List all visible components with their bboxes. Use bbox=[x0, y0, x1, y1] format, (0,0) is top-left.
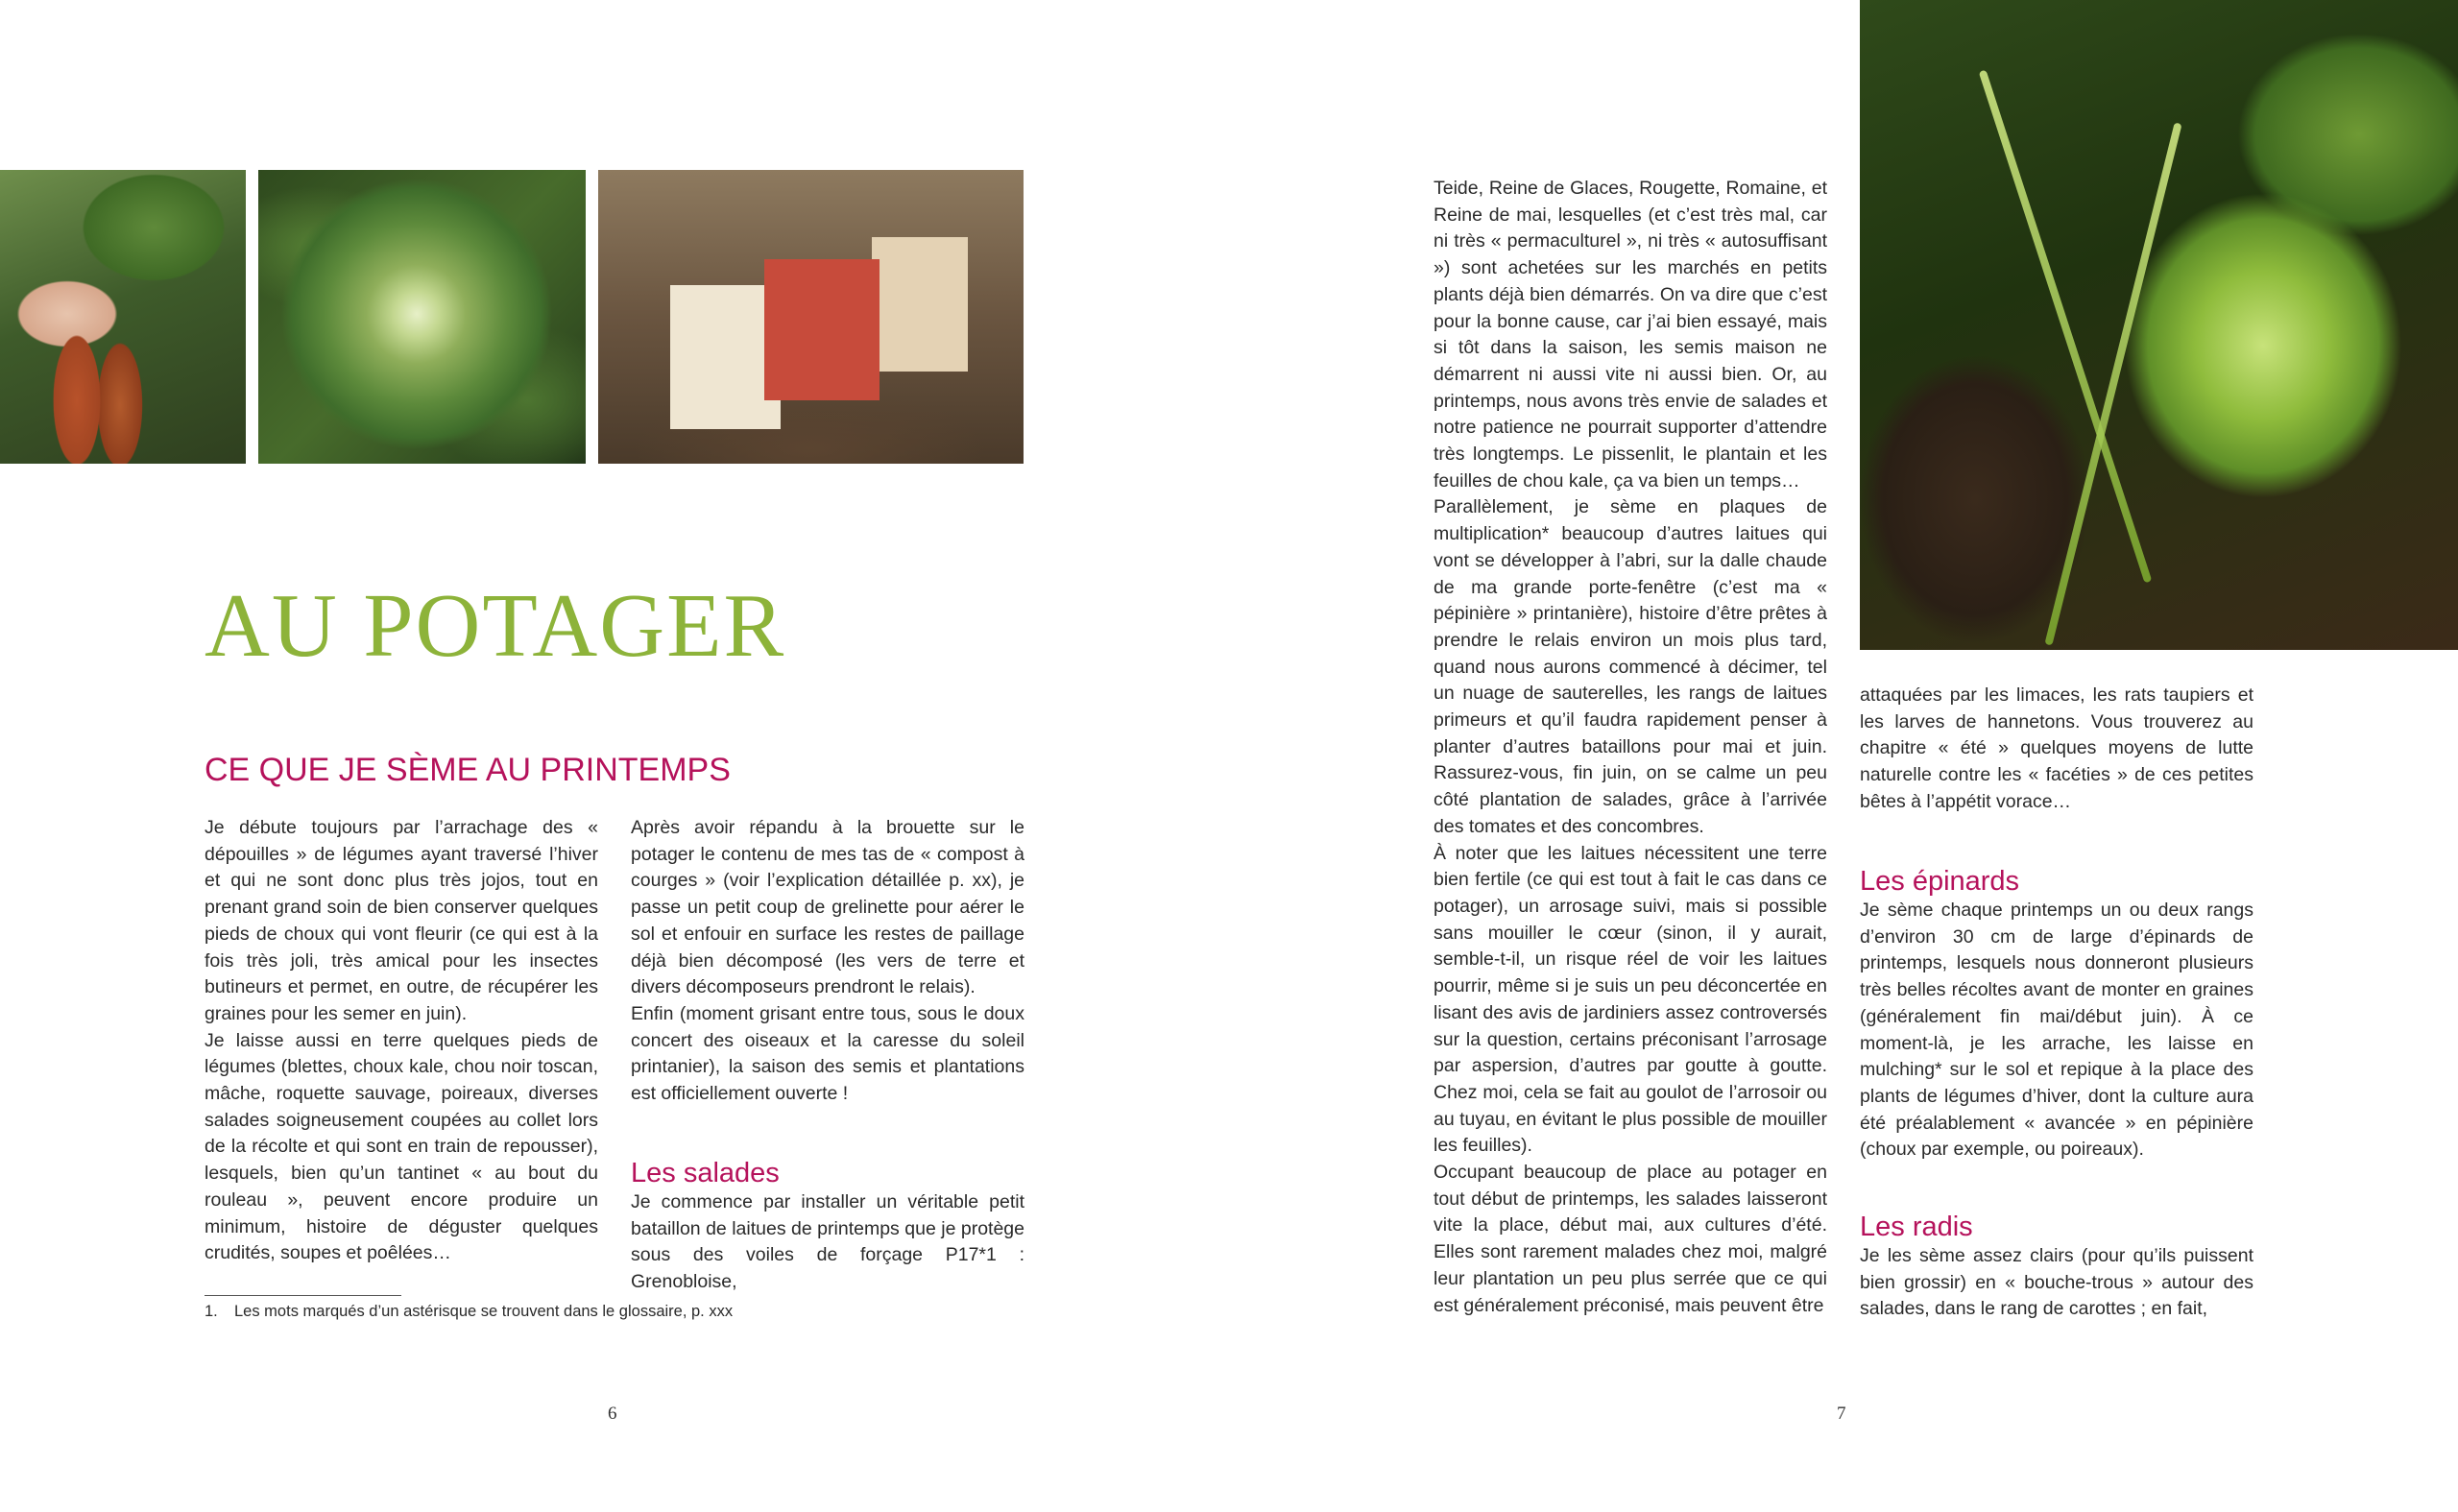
right-column-1 bbox=[1434, 176, 1827, 1319]
footnote-text: Les mots marqués d’un astérisque se trouvent dans le glossaire, p. xxx bbox=[234, 1303, 734, 1320]
left-column-2 bbox=[631, 815, 1024, 1108]
chapter-title: AU POTAGER bbox=[205, 576, 786, 676]
salades-text: Je commence par installer un véritable petit bataillon de laitues de printemps que je protège sous des voiles de forçage P17*1 : Grenobloise, bbox=[631, 1191, 1024, 1293]
paragraph: Occupant beaucoup de place au potager en tout début de printemps, les salades laisseront vite la place, début mai, aux cultures d’été. Elles sont rarement malades chez moi, malgré leur plantation un peu plus serrée que ce qui est généralement préconisé, mais peuvent être bbox=[1434, 1162, 1827, 1316]
right-column-2 bbox=[1860, 683, 2253, 816]
paragraph: Enfin (moment grisant entre tous, sous le doux concert des oiseaux et la caresse du soleil printanier), la saison des semis et plantations est officiellement ouverte ! bbox=[631, 1002, 1024, 1105]
salades-section bbox=[631, 1157, 1024, 1296]
paragraph: Je débute toujours par l’arrachage des « dépouilles » de légumes ayant traversé l’hiver et qui ne sont donc plus très jojos, tout en prenant grand soin de bien conserver quelques pieds de choux qui vont fleurir (ce qui est à la fois très joli, très amical pour les insectes butineurs et permet, en outre, de récupérer les graines pour les semer en juin). bbox=[205, 817, 598, 1024]
cabbage-photo bbox=[258, 170, 586, 464]
left-column-1 bbox=[205, 815, 598, 1267]
footnote-number: 1. bbox=[205, 1303, 218, 1320]
paragraph: attaquées par les limaces, les rats taupiers et les larves de hannetons. Vous trouverez au chapitre « été » quelques moyens de lutte naturelle contre les « facéties » de ces petites bêtes à l’appétit vorace… bbox=[1860, 684, 2253, 812]
paragraph: À noter que les laitues nécessitent une terre bien fertile (ce qui est tout à fait le cas dans ce potager), un arrosage suivi, mais si possible sans mouiller le cœur (sinon, il y aurait, semble-t-il, un risque réel de voir les laitues pourrir, même si je suis un peu déconcertée en lisant des avis de jardiniers assez controversés sur la question, certains préconisant l’arrosage par aspersion, d’autres par goutte à goutte. Chez moi, cela se fait au goulot de l’arrosoir ou au tuyau, en évitant le plus possible de mouiller les feuilles). bbox=[1434, 842, 1827, 1157]
lettuce-onions-photo bbox=[1860, 0, 2458, 650]
radis-section bbox=[1860, 1211, 2253, 1323]
radis-heading: Les radis bbox=[1860, 1212, 1973, 1242]
epinards-heading: Les épinards bbox=[1860, 866, 2020, 897]
epinards-section bbox=[1860, 865, 2253, 1164]
paragraph: Je laisse aussi en terre quelques pieds de légumes (blettes, choux kale, chou noir toscan, mâche, roquette sauvage, poireaux, diverses salades soigneusement coupées au collet lors de la récolte et qui sont en train de repousser), lesquels, bien qu’un tantinet « au bout du rouleau », peuvent encore produire un minimum, histoire de déguster quelques crudités, soupes et poêlées… bbox=[205, 1029, 598, 1264]
carrots-photo bbox=[0, 170, 246, 464]
footnote bbox=[205, 1300, 1030, 1323]
seed-tins-photo bbox=[598, 170, 1024, 464]
footnote-divider bbox=[205, 1295, 401, 1296]
paragraph: Parallèlement, je sème en plaques de multiplication* beaucoup d’autres laitues qui vont se développer à l’abri, sur la dalle chaude de ma grande porte-fenêtre (c’est ma « pépinière » printanière), histoire d’être prêtes à prendre le relais environ un mois plus tard, quand nous aurons commencé à décimer, tel un nuage de sauterelles, les rangs de laitues primeurs et qu’il faudra rapidement penser à planter d’autres bataillons pour mai et juin. Rassurez-vous, fin juin, on se calme un peu côté plantation de salades, grâce à l’arrivée des tomates et des concombres. bbox=[1434, 496, 1827, 837]
paragraph: Après avoir répandu à la brouette sur le potager le contenu de mes tas de « compost à courges » (voir l’explication détaillée p. xx), je passe un petit coup de grelinette pour aérer le sol et enfouir en surface les restes de paillage déjà bien décomposé (les vers de terre et divers décomposeurs prendront le relais). bbox=[631, 817, 1024, 998]
page-number-left: 6 bbox=[608, 1404, 617, 1424]
page-number-right: 7 bbox=[1837, 1404, 1846, 1424]
section-title: CE QUE JE SÈME AU PRINTEMPS bbox=[205, 752, 731, 788]
salades-heading: Les salades bbox=[631, 1158, 780, 1188]
radis-text: Je les sème assez clairs (pour qu’ils puissent bien grossir) en « bouche-trous » autour des salades, dans le rang de carottes ; en fait, bbox=[1860, 1245, 2253, 1320]
epinards-text: Je sème chaque printemps un ou deux rangs d’environ 30 cm de large d’épinards de printemps, lesquels nous donneront plusieurs très belles récoltes avant de monter en graines (généralement fin mai/début juin). À ce moment-là, je les arrache, les laisse en mulching* sur le sol et repique à la place des plants de légumes d’hiver, dont la culture aura été préalablement « avancée » en pépinière (choux par exemple, ou poireaux). bbox=[1860, 900, 2253, 1161]
paragraph: Teide, Reine de Glaces, Rougette, Romaine, et Reine de mai, lesquelles (et c’est très mal, car ni très « permaculturel », ni très « autosuffisant ») sont achetées sur les marchés en petits plants déjà bien démarrés. On va dire que c’est pour la bonne cause, car j’ai bien essayé, mais si tôt dans la saison, les semis maison ne démarrent ni aussi vite ni aussi bien. Or, au printemps, nous avons très envie de salades et notre patience ne pourrait supporter d’attendre très longtemps. Le pissenlit, le plantain et les feuilles de chou kale, ça va bien un temps… bbox=[1434, 178, 1827, 492]
